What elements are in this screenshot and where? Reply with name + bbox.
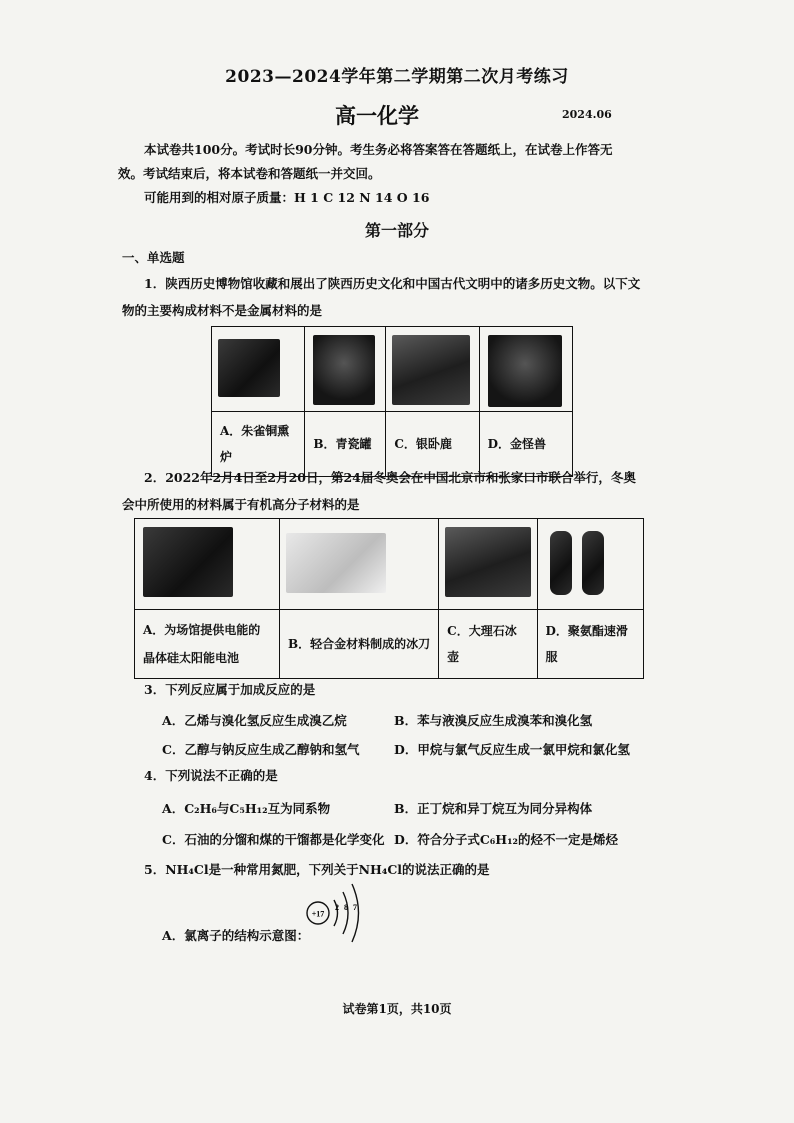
q1-options-table: [211, 326, 573, 477]
shell-electrons-2: 8: [344, 903, 348, 912]
shell-arc-3: [352, 884, 359, 942]
q3-option-c: C．乙醇与钠反应生成乙醇钠和氢气: [162, 742, 360, 757]
q2-options-table: [134, 518, 644, 679]
gold-beast-image: [488, 335, 562, 407]
q2-option-a: A．为场馆提供电能的晶体硅太阳能电池: [135, 610, 280, 679]
q4-option-a: A．C₂H₆与C₅H₁₂互为同系物: [162, 801, 331, 816]
q1-option-d: D．金怪兽: [479, 412, 572, 477]
instruction-line-1: 本试卷共100分。考试时长90分钟。考生务必将答案答在答题纸上，在试卷上作答无: [144, 142, 613, 157]
bronze-censer-image: [218, 339, 280, 397]
section-heading: 一、单选题: [122, 250, 185, 265]
q5-option-a: A．氯离子的结构示意图：: [162, 928, 310, 943]
q2-image-d: [537, 519, 643, 610]
q2-option-b: B．轻合金材料制成的冰刀: [279, 610, 438, 679]
q2-stem-line-1: 2．2022年2月4日至2月20日，第24届冬奥会在中国北京市和张家口市联合举行，冬奥: [144, 470, 636, 485]
exam-title: 2023—2024学年第二学期第二次月考练习: [225, 67, 569, 87]
q1-image-b: [305, 327, 386, 412]
q3-option-d: D．甲烷与氯气反应生成一氯甲烷和氯化氢: [394, 742, 630, 757]
skating-suit-front-image: [550, 531, 572, 595]
silver-deer-image: [392, 335, 470, 405]
q2-image-a: [135, 519, 280, 610]
q1-option-a: A．朱雀铜熏炉: [212, 412, 305, 477]
nucleus-charge: +17: [311, 909, 325, 919]
celadon-jar-image: [313, 335, 375, 405]
chloride-ion-diagram: [304, 880, 366, 946]
q1-option-c: C．银卧鹿: [386, 412, 479, 477]
q2-stem-line-2: 会中所使用的材料属于有机高分子材料的是: [122, 497, 360, 512]
q1-stem-line-1: 1．陕西历史博物馆收藏和展出了陕西历史文化和中国古代文明中的诸多历史文物。以下文: [144, 276, 641, 291]
q1-stem-line-2: 物的主要构成材料不是金属材料的是: [122, 303, 323, 318]
page-footer: 试卷第1页，共10页: [342, 1002, 452, 1016]
part-heading: 第一部分: [364, 221, 429, 240]
q4-option-b: B．正丁烷和异丁烷互为同分异构体: [394, 801, 593, 816]
q3-option-b: B．苯与液溴反应生成溴苯和溴化氢: [394, 713, 593, 728]
exam-date: 2024.06: [562, 108, 612, 121]
q4-option-d: D．符合分子式C₆H₁₂的烃不一定是烯烃: [394, 832, 619, 847]
q2-option-c: C．大理石冰壶: [439, 610, 537, 679]
q3-stem: 3．下列反应属于加成反应的是: [144, 682, 316, 697]
instruction-line-2: 效。考试结束后，将本试卷和答题纸一并交回。: [118, 166, 381, 181]
solar-panel-image: [143, 527, 233, 597]
shell-electrons-1: 2: [335, 903, 339, 912]
q5-stem: 5．NH₄Cl是一种常用氮肥，下列关于NH₄Cl的说法正确的是: [144, 862, 490, 877]
q4-option-c: C．石油的分馏和煤的干馏都是化学变化: [162, 832, 385, 847]
q4-stem: 4．下列说法不正确的是: [144, 768, 278, 783]
q1-image-a: [212, 327, 305, 412]
q2-option-d: D．聚氨酯速滑服: [537, 610, 643, 679]
q3-option-a: A．乙烯与溴化氢反应生成溴乙烷: [162, 713, 347, 728]
q1-option-b: B．青瓷罐: [305, 412, 386, 477]
curling-stone-image: [445, 527, 531, 597]
shell-arc-2: [343, 892, 348, 934]
shell-electrons-3: 7: [353, 903, 357, 912]
q1-image-c: [386, 327, 479, 412]
q2-image-b: [279, 519, 438, 610]
ice-skate-image: [286, 533, 386, 593]
subject-title: 高一化学: [335, 103, 419, 128]
q2-image-c: [439, 519, 537, 610]
instruction-line-3: 可能用到的相对原子质量：H 1 C 12 N 14 O 16: [144, 190, 430, 205]
q1-image-d: [479, 327, 572, 412]
skating-suit-back-image: [582, 531, 604, 595]
